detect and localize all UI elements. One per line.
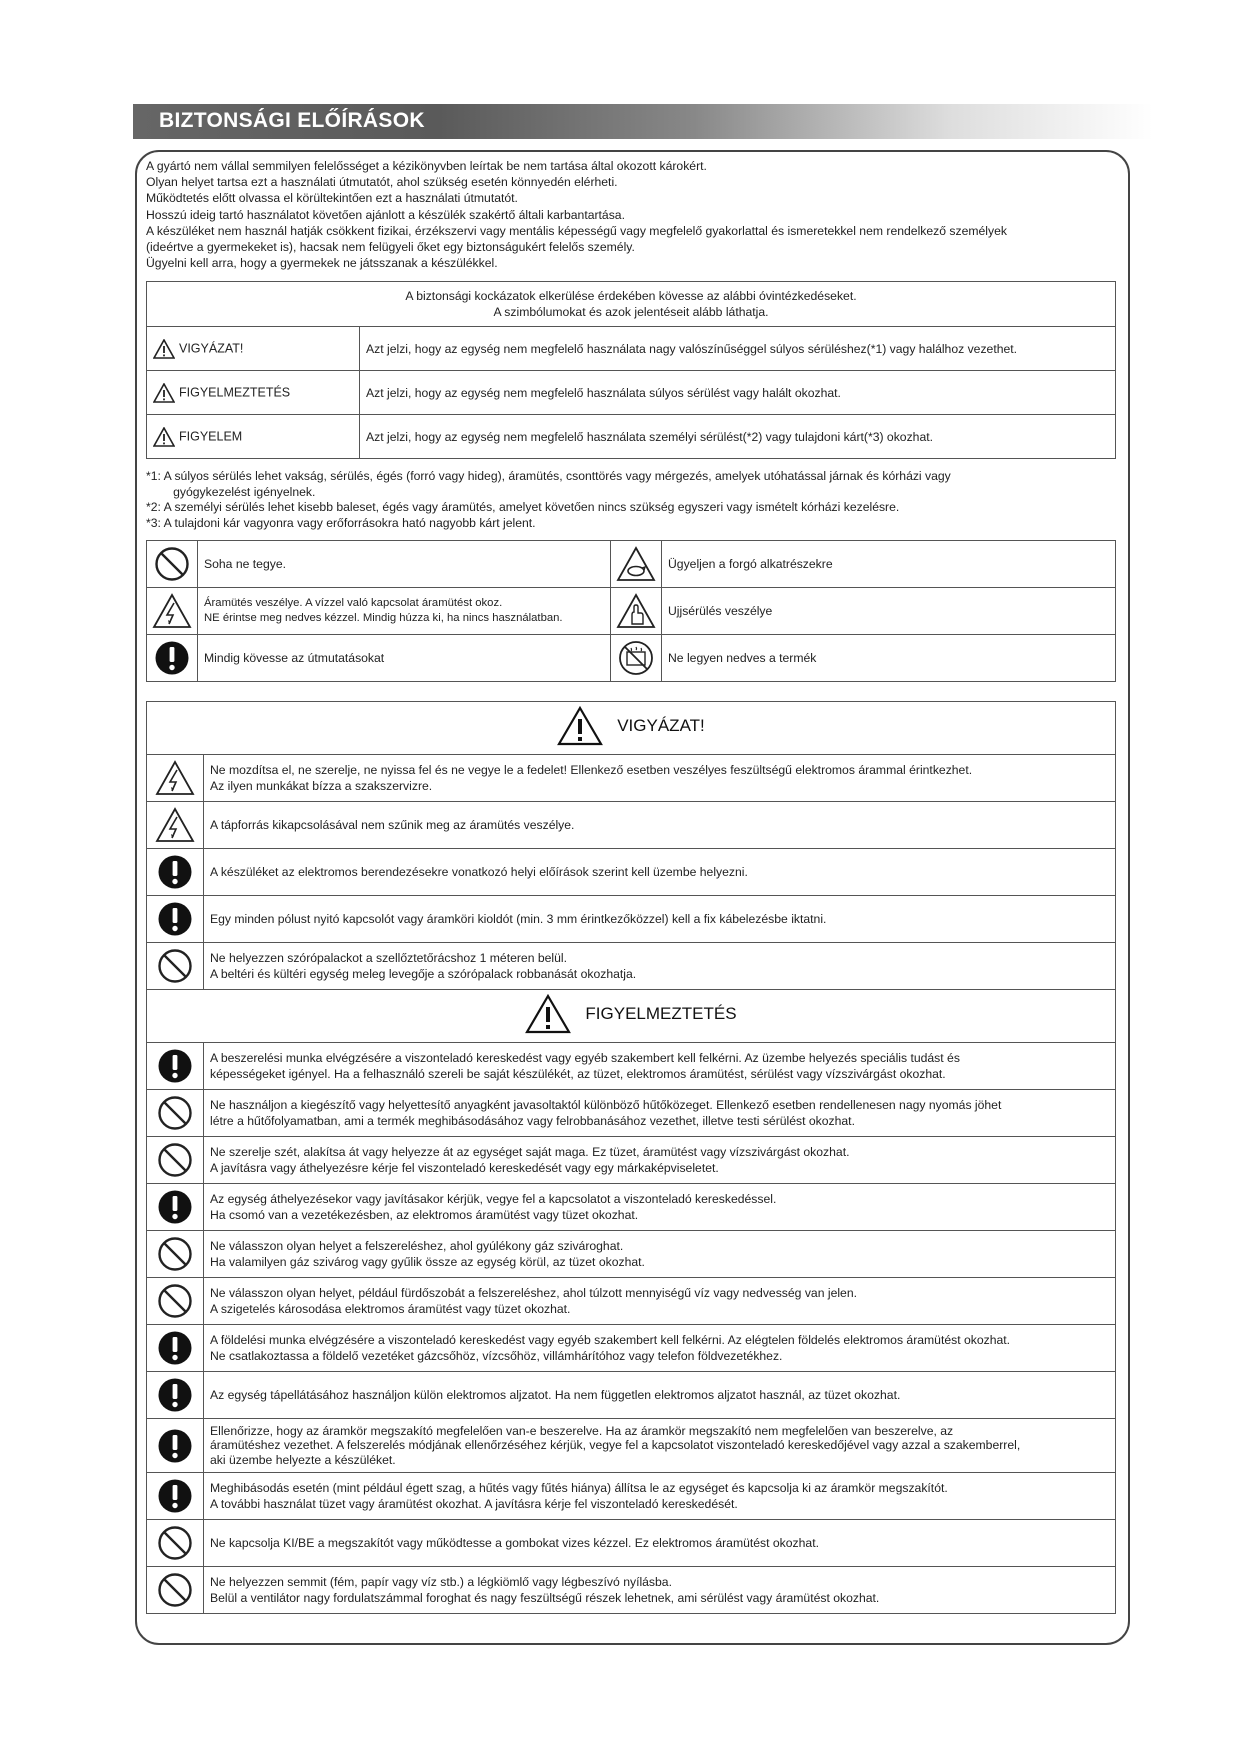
item-text: A tápforrás kikapcsolásával nem szűnik meg az áramütés veszélye. [210, 817, 575, 832]
item-text: A beszerelési munka elvégzésére a viszonteladó kereskedést vagy egyéb szakembert kell felkérni. Az üzembe helyezés speciális tudást és [210, 1050, 960, 1065]
finger-injury-icon [611, 588, 662, 635]
item-text: létre a hűtőfolyamatban, ami a termék meghibásodásához vagy felrobbanásához vezethet, illetve testi sérülést okozhat. [210, 1114, 855, 1128]
level-label: VIGYÁZAT! [179, 340, 244, 355]
prohibition-icon [147, 541, 198, 588]
electric-shock-icon [147, 802, 204, 849]
electric-shock-icon [147, 588, 198, 635]
caution-item [204, 943, 1116, 990]
item-text: A javításra vagy áthelyezésre kérje fel viszonteladó kereskedését vagy egy márkaképviseletet. [210, 1161, 719, 1175]
lead-line: A biztonsági kockázatok elkerülése érdekében kövesse az alábbi óvintézkedéseket. [405, 289, 857, 303]
item-text: Ne válasszon olyan helyet, például fürdőszobát a felszereléshez, ahol túlzott mennyiségű víz vagy nedvesség van jelen. [210, 1285, 857, 1300]
warning-item [204, 1184, 1116, 1231]
warning-item [204, 1419, 1116, 1473]
item-text: Ne mozdítsa el, ne szerelje, ne nyissa fel és ne vegye le a fedelet! Ellenkező esetben veszélyes feszültségű elektromos árammal érintkezhet. [210, 762, 973, 777]
level-label: FIGYELMEZTETÉS [179, 384, 291, 399]
warning-item [204, 1567, 1116, 1614]
prohibition-icon [147, 1567, 204, 1614]
caution-title: VIGYÁZAT! [617, 715, 705, 735]
intro-line: Hosszú ideig tartó használatot követően ajánlott a készülék szakértő általi karbantartása. [146, 207, 625, 222]
item-text: Ne csatlakoztassa a földelő vezetéket gázcsőhöz, vízcsőhöz, villámhárítóhoz vagy telefon földvezetékhez. [210, 1349, 783, 1363]
prohibition-icon [147, 1137, 204, 1184]
lead-line: A szimbólumokat és azok jelentéseit alább láthatja. [493, 305, 769, 319]
mandatory-icon [147, 1184, 204, 1231]
warning-item [204, 1520, 1116, 1567]
warning-item [204, 1278, 1116, 1325]
rotating-parts-icon [611, 541, 662, 588]
item-text: képességeket igényel. Ha a felhasználó szereli be saját készülékét, az tüzet, elektromos áramütést, sérülést vagy vízszivárgást okozhat. [210, 1067, 946, 1081]
level-warning [147, 371, 360, 415]
warning-triangle-icon [525, 994, 571, 1034]
symbol-text: Soha ne tegye. [204, 557, 286, 571]
mandatory-icon [147, 1419, 204, 1473]
caution-item [204, 802, 1116, 849]
mandatory-icon [147, 1043, 204, 1090]
warning-triangle-icon [153, 383, 175, 403]
footnotes [146, 469, 1116, 531]
item-text: Ne helyezzen semmit (fém, papír vagy víz stb.) a légkiömlő vagy légbeszívó nyílásba. [210, 1574, 672, 1589]
item-text: Az egység áthelyezésekor vagy javításakor kérjük, vegye fel a kapcsolatot a viszonteladó kereskedéssel. [210, 1191, 777, 1206]
intro-line: Működtetés előtt olvassa el körültekintően ezt a használati útmutatót. [146, 191, 518, 206]
symbol-meaning [198, 541, 611, 588]
warning-title: FIGYELMEZTETÉS [585, 1003, 737, 1023]
item-text: A beltéri és kültéri egység meleg levegője a szórópalack robbanását okozhatja. [210, 967, 637, 981]
warning-item [204, 1372, 1116, 1419]
mandatory-icon [147, 896, 204, 943]
caution-item [204, 849, 1116, 896]
prohibition-icon [147, 943, 204, 990]
section-title-bar [133, 104, 1153, 139]
mandatory-icon [147, 1372, 204, 1419]
warning-triangle-icon [557, 706, 603, 746]
item-text: Ne helyezzen szórópalackot a szellőztetőrácshoz 1 méteren belül. [210, 950, 568, 965]
item-text: Ha csomó van a vezetékezésben, az elektromos áramütést vagy tüzet okozhat. [210, 1208, 639, 1222]
intro-line: (ideértve a gyermekeket is), hacsak nem felügyeli őket egy biztonságukért felelős személy. [146, 240, 635, 255]
item-text: Meghibásodás esetén (mint például égett szag, a hűtés vagy fűtés hiánya) állítsa le az egységet és kapcsolja ki az áramkör megszakítót. [210, 1480, 948, 1495]
symbol-text: Ne legyen nedves a termék [668, 651, 817, 665]
warning-item [204, 1231, 1116, 1278]
item-text: A készüléket az elektromos berendezésekre vonatkozó helyi előírások szerint kell üzembe helyezni. [210, 864, 748, 879]
item-text: Ne kapcsolja KI/BE a megszakítót vagy működtesse a gombokat vizes kézzel. Ez elektromos áramütést okozhat. [210, 1535, 819, 1550]
warning-item [204, 1043, 1116, 1090]
no-wet-icon [611, 635, 662, 682]
item-text: áramütéshez vezethet. A felszerelés módjának ellenőrzéséhez kérjük, vegye fel a kapcsolatot viszonteladó kereskedőjével vagy azzal a szakemberrel, [210, 1438, 1021, 1453]
warning-triangle-icon [153, 427, 175, 447]
symbol-meaning [662, 588, 1116, 635]
caution-item [204, 896, 1116, 943]
prohibition-icon [147, 1231, 204, 1278]
warning-triangle-icon [153, 339, 175, 359]
item-text: Az ilyen munkákat bízza a szakszervizre. [210, 779, 433, 793]
symbol-legend-table [146, 540, 1116, 682]
symbol-meaning [662, 635, 1116, 682]
mandatory-icon [147, 849, 204, 896]
symbol-text: Ujjsérülés veszélye [668, 604, 773, 618]
item-text: A szigetelés károsodása elektromos áramütést vagy tüzet okozhat. [210, 1302, 571, 1316]
warning-item [204, 1325, 1116, 1372]
intro-line: Olyan helyet tartsa ezt a használati útmutatót, ahol szükség esetén könnyedén elérheti. [146, 175, 618, 190]
caution-header [147, 702, 1116, 755]
prohibition-icon [147, 1278, 204, 1325]
item-text: Ellenőrizze, hogy az áramkör megszakító megfelelően van-e beszerelve. Ha az áramkör megszakító nem megfelelően van beszerelve, az [210, 1423, 954, 1438]
level-description: Azt jelzi, hogy az egység nem megfelelő használata nagy valószínűséggel súlyos sérüléshez(*1) vagy halálhoz vezethet. [360, 327, 1116, 371]
symbol-meaning [198, 588, 611, 635]
level-attention [147, 415, 360, 459]
footnote: *2: A személyi sérülés lehet kisebb baleset, égés vagy áramütés, amelyet követően nincs szükség egyszeri vagy ismételt kórházi kezelésre. [146, 500, 900, 514]
mandatory-icon [147, 635, 198, 682]
intro-text [146, 158, 1116, 271]
symbol-text: Mindig kövesse az útmutatásokat [204, 651, 385, 665]
page-title: BIZTONSÁGI ELŐÍRÁSOK [159, 109, 425, 132]
caution-item [204, 755, 1116, 802]
item-text: Az egység tápellátásához használjon külön elektromos aljzatot. Ha nem független elektromos aljzatot használ, az tüzet okozhat. [210, 1387, 901, 1402]
item-text: Ha valamilyen gáz szivárog vagy gyűlik össze az egység körül, az tüzet okozhat. [210, 1255, 645, 1269]
symbol-meaning [198, 635, 611, 682]
precautions-table [146, 701, 1116, 1614]
level-description: Azt jelzi, hogy az egység nem megfelelő használata személyi sérülést(*2) vagy tulajdoni kárt(*3) okozhat. [360, 415, 1116, 459]
symbol-text: Áramütés veszélye. A vízzel való kapcsolat áramütést okoz. [204, 597, 503, 609]
mandatory-icon [147, 1325, 204, 1372]
warning-item [204, 1090, 1116, 1137]
intro-line: A készüléket nem használ hatják csökkent fizikai, érzékszervi vagy mentális képességű vagy megfelelő gyakorlattal és ismeretekkel nem rendelkező személyek [146, 223, 1007, 238]
footnote: gyógykezelést igényelnek. [146, 484, 316, 499]
symbol-text: NE érintse meg nedves kézzel. Mindig húzza ki, ha nincs használatban. [204, 612, 563, 624]
hazard-level-table [146, 281, 1116, 459]
level-label: FIGYELEM [179, 428, 243, 443]
warning-header [147, 990, 1116, 1043]
footnote: *1: A súlyos sérülés lehet vakság, sérülés, égés (forró vagy hideg), áramütés, csonttörés vagy mérgezés, amelyek utóhatással járnak és kórházi vagy [146, 469, 951, 483]
warning-item [204, 1137, 1116, 1184]
intro-line: A gyártó nem vállal semmilyen felelősséget a kézikönyvben leírtak be nem tartása által okozott károkért. [146, 159, 707, 173]
mandatory-icon [147, 1473, 204, 1520]
item-text: Ne válasszon olyan helyet a felszereléshez, ahol gyúlékony gáz szivároghat. [210, 1238, 624, 1253]
item-text: Ne szerelje szét, alakítsa át vagy helyezze át az egységet saját maga. Ez tüzet, áramütést vagy vízszivárgást okozhat. [210, 1144, 850, 1159]
item-text: Ne használjon a kiegészítő vagy helyettesítő anyagként javasoltaktól különböző hűtőközeget. Ellenkező esetben rendellenesen nagy nyomás jöhet [210, 1097, 1002, 1112]
prohibition-icon [147, 1520, 204, 1567]
footnote: *3: A tulajdoni kár vagyonra vagy erőforrásokra ható nagyobb kárt jelent. [146, 515, 536, 530]
item-text: A további használat tüzet vagy áramütést okozhat. A javításra kérje fel viszonteladó kereskedését. [210, 1497, 738, 1511]
hazard-level-lead [147, 282, 1116, 327]
item-text: aki üzembe helyezte a készüléket. [210, 1452, 396, 1467]
symbol-text: Ügyeljen a forgó alkatrészekre [668, 557, 833, 571]
level-caution [147, 327, 360, 371]
item-text: Belül a ventilátor nagy fordulatszámmal foroghat és nagy feszültségű részek lehetnek, ami sérülést vagy áramütést okozhat. [210, 1591, 880, 1605]
intro-line: Ügyelni kell arra, hogy a gyermekek ne játsszanak a készülékkel. [146, 256, 498, 271]
warning-item [204, 1473, 1116, 1520]
level-description: Azt jelzi, hogy az egység nem megfelelő használata súlyos sérülést vagy halált okozhat. [360, 371, 1116, 415]
item-text: A földelési munka elvégzésére a viszonteladó kereskedést vagy egyéb szakembert kell felkérni. Az elégtelen földelés elektromos áramütést okozhat. [210, 1332, 1011, 1347]
symbol-meaning [662, 541, 1116, 588]
item-text: Egy minden pólust nyitó kapcsolót vagy áramköri kioldót (min. 3 mm érintkezőközzel) kell a fix kábelezésbe iktatni. [210, 911, 827, 926]
electric-shock-icon [147, 755, 204, 802]
prohibition-icon [147, 1090, 204, 1137]
